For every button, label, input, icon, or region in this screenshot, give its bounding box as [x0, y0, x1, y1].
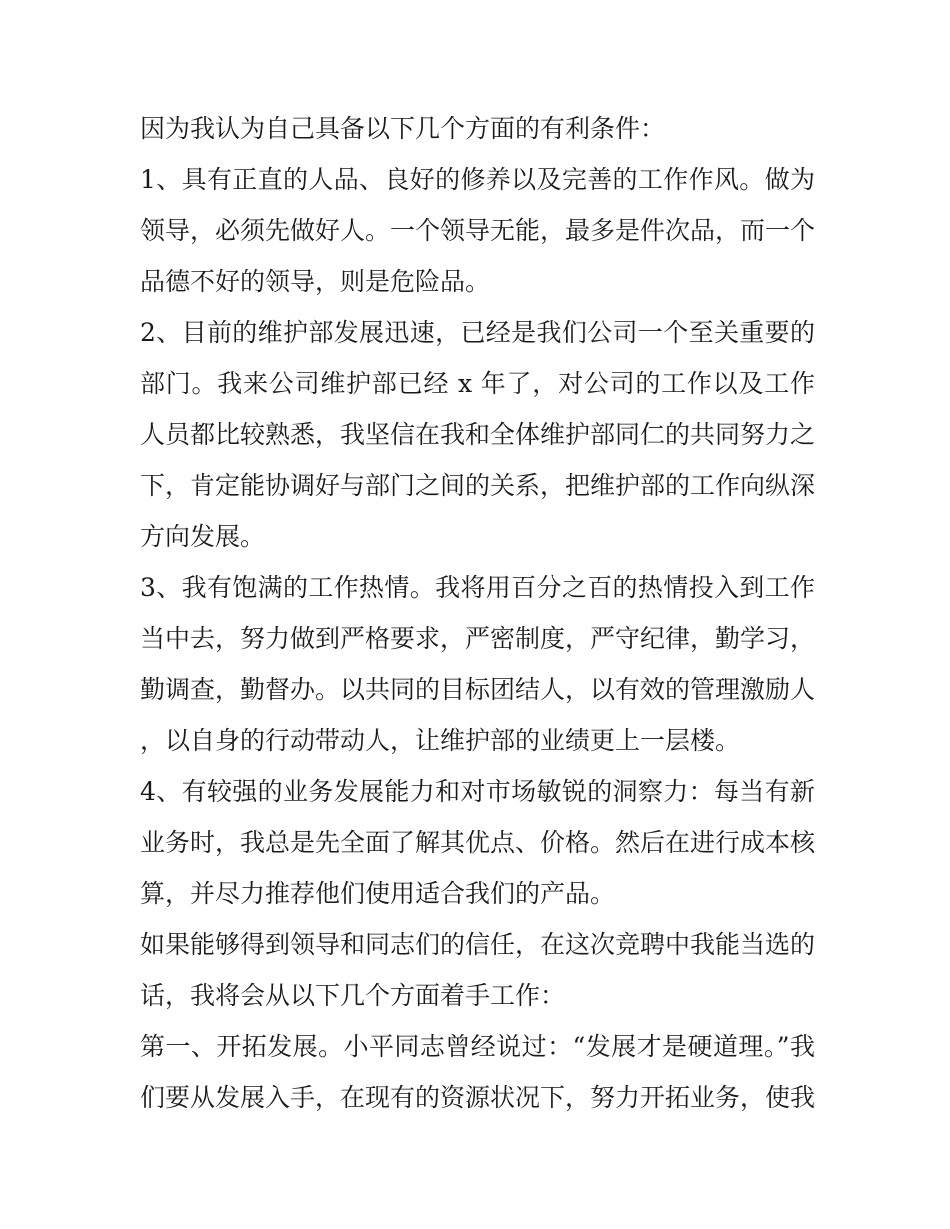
paragraph-intro: 因为我认为自己具备以下几个方面的有利条件： [140, 114, 666, 143]
paragraph-transition: 如果能够得到领导和同志们的信任，在这次竞聘中我能当选的话，我将会从以下几个方面着手工作： [140, 930, 816, 1010]
paragraph-point-2: 2、目前的维护部发展迅速，已经是我们公司一个至关重要的部门。我来公司维护部已经 x 年了，对公司的工作以及工作人员都比较熟悉，我坚信在我和全体维护部同仁的共同努力之下，肯定能协调好与部门之间的关系，把维护部的工作向纵深方向发展。 [140, 318, 816, 551]
document-body [140, 103, 815, 1123]
paragraph-first-action: 第一、开拓发展。小平同志曾经说过：“发展才是硬道理。”我们要从发展入手，在现有的资源状况下，努力开拓业务，使我 [140, 1032, 816, 1112]
paragraph-point-1: 1、具有正直的人品、良好的修养以及完善的工作作风。做为领导，必须先做好人。一个领导无能，最多是件次品，而一个品德不好的领导，则是危险品。 [140, 165, 816, 296]
paragraph-point-3: 3、我有饱满的工作热情。我将用百分之百的热情投入到工作当中去，努力做到严格要求，严密制度，严守纪律，勤学习，勤调查，勤督办。以共同的目标团结人，以有效的管理激励人，以自身的行动带动人，让维护部的业绩更上一层楼。 [140, 573, 816, 755]
paragraph-point-4: 4、有较强的业务发展能力和对市场敏锐的洞察力：每当有新业务时，我总是先全面了解其优点、价格。然后在进行成本核算，并尽力推荐他们使用适合我们的产品。 [140, 777, 816, 908]
